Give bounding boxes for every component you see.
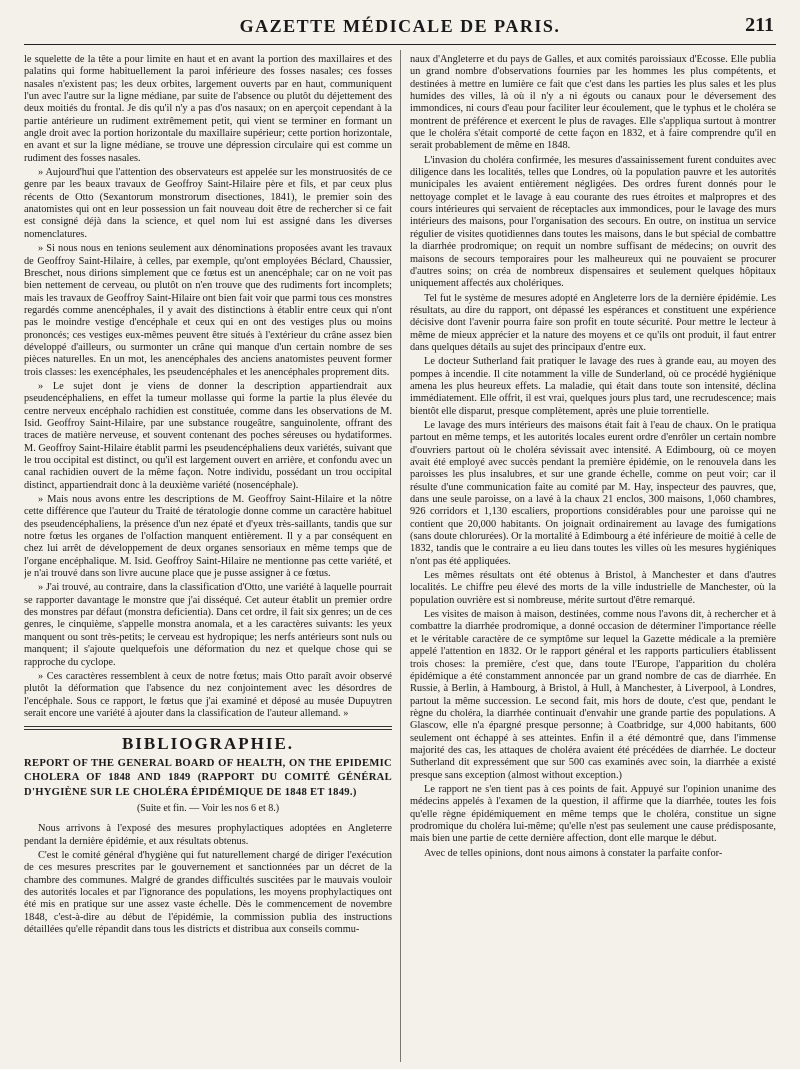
- paragraph: Avec de telles opinions, dont nous aimons à constater la parfaite confor-: [424, 847, 723, 859]
- paragraph: » Aujourd'hui que l'attention des observateurs est appelée sur les monstruosités de ce genre par les beaux travaux de Geoffroy Saint-Hilaire père et fils, et par ceux plus récents de Otto (Sexantorum monstrorum disectiones, 1841), le premier soin des anatomistes qui ont en leur possession un fait nouveau doit être de rechercher si ce fait est consigné déjà dans la science, et quel nom lui est assigné dans les diverses nomenclatures.: [24, 167, 392, 240]
- paragraph: » Ces caractères ressemblent à ceux de notre fœtus; mais Otto paraît avoir observé plutôt la déformation que l'absence du nez conjointement avec les désordres de l'encéphale. Sous ce rapport, le fœtus que j'ai examiné et déposé au musée Dupuytren serait encore une variété à ajouter dans la classification de l'auteur allemand. »: [24, 670, 392, 719]
- right-column: [410, 54, 776, 1062]
- journal-title: GAZETTE MÉDICALE DE PARIS.: [239, 16, 561, 36]
- paragraph: » Si nous nous en tenions seulement aux dénominations proposées avant les travaux de Geoffroy Saint-Hilaire, à celles, par exemple, qu'ont employées Béclard, Chaussier, Breschet, nous dirions simplement que ce fœtus est un anencéphale; car on ne voit pas bien nettement de cerveau, ou plutôt on n'en trouve que des rudiments fort incomplets; mais les travaux de Geoffroy Saint-Hilaire ont bien fait voir que parmi tous ces monstres regardés comme anencéphales, il y avait des distinctions à établir entre ceux qui n'ont pas le moindre vestige d'encéphale et ceux qui en ont des vestiges plus ou moins prononcés; ces vestiges eux-mêmes peuvent être situés à l'extérieur du crâne assez bien développé d'ailleurs, ou surmonter un crâne qui manque d'un certain nombre de ses pièces naturelles. En un mot, les anencéphales des anciens anatomistes peuvent former trois classes: les exencéphales, les pseudencéphales et les anencéphales proprement dits.: [24, 243, 392, 378]
- continuation-note: (Suite et fin. — Voir les nos 6 et 8.): [136, 803, 280, 815]
- paragraph: Le rapport ne s'en tient pas à ces points de fait. Appuyé sur l'opinion unanime des médecins appelés à l'examen de la question, il affirme que la diarrhée, toutes les fois qu'elle règne épidémiquement en même temps que le choléra, constitue un signe prodromique du choléra lui-même; qu'elle n'est pas seulement une cause prédisposante, mais bien une partie de cette dernière affection, dont elle marque le début.: [410, 783, 776, 845]
- section-title: BIBLIOGRAPHIE.: [121, 734, 295, 754]
- paragraph: Les mêmes résultats ont été obtenus à Bristol, à Manchester et dans d'autres localités. Le chiffre peu élevé des morts de la ville industrielle de Manchester, où la population ouvrière est si nombreuse, mérite surtout d'être remarqué.: [410, 570, 776, 606]
- paragraph: L'invasion du choléra confirmée, les mesures d'assainissement furent conduites avec diligence dans les localités, telles que Londres, où la population pauvre et les autorités municipales les avaient entièrement négligées. Des ordres furent donnés pour le nettoyage complet et le lavage à eau courante des rues étroites et malpropres et des cours intérieures qui servaient de réceptacles aux immondices, pour le lavage des murs intérieurs des maisons, pour l'organisation des secours. En outre, on institua un service régulier de visites quotidiennes dans toutes les maisons, dans le but spécial de combattre la diarrhée prodromique; on requit un nombre suffisant de médecins; on ouvrit des maisons de secours temporaires pour les malheureux qui ne pouvaient se procurer d'autres soins; on créa de nombreux dispensaires et seulement quelques hôpitaux uniquement affectés aux cholériques.: [410, 154, 776, 290]
- paragraph: Nous arrivons à l'exposé des mesures prophylactiques adoptées en Angleterre pendant la dernière épidémie, et aux résultats obtenus.: [24, 823, 392, 847]
- paragraph: » Mais nous avons entre les descriptions de M. Geoffroy Saint-Hilaire et la nôtre cette différence que l'auteur du Traité de tératologie donne comme un caractère habituel des pseudencéphaliens, la présence d'un nez épaté et d'yeux très-saillants, tandis que sur notre fœtus les organes de l'olfaction manquent entièrement. Il y a par conséquent en chez lui arrêt de développement de deux organes sensoriaux en même temps que de l'organe encéphalique. M. Isid. Geoffroy Saint-Hilaire ne mentionne pas cette variété, et je n'ai trouvé dans son livre aucune place que je pusse assigner à ce fœtus.: [24, 494, 392, 580]
- report-title: REPORT OF THE GENERAL BOARD OF HEALTH, ON THE EPIDEMIC CHOLERA OF 1848 AND 1849 (RAPPORT DU COMITÉ GÉNÉRAL D'HYGIÈNE SUR LE CHOLÉRA ÉPIDÉMIQUE DE 1848 ET 1849.): [24, 757, 392, 798]
- paragraph: Le docteur Sutherland fait pratiquer le lavage des rues à grande eau, au moyen des pompes à incendie. Il cite notamment la ville de Sunderland, où ce procédé hygiénique amena les plus heureux effets. La maladie, qui était dans toute son intensité, déclina immédiatement. Elle offrit, il est vrai, quelques jours plus tard, une recrudescence; mais bientôt elle disparut, presque complètement, après une pluie torrentielle.: [410, 356, 776, 417]
- paragraph: » Le sujet dont je viens de donner la description appartiendrait aux pseudencéphaliens, en effet la tumeur mollasse qui forme la partie la plus élevée du centre nerveux encéphalo rachidien est constituée, comme dans les observations de M. Isid. Geoffroy Saint-Hilaire, par une substance rougeâtre, sanguinolente, offrant des traces de matière nerveuse, et souvent contenant des poches séreuses ou hydatiformes. M. Geoffroy Saint-Hilaire établit parmi les pseudencéphaliens deux variétés, suivant que le trou occipital est distinct, ou qu'il est largement ouvert en arrière, et confondu avec un canal rachidien ouvert de la même façon. Notre individu, possédant un trou occipital distinct, appartiendrait donc à la deuxième variété (nosencéphale).: [24, 380, 392, 491]
- paragraph: Tel fut le système de mesures adopté en Angleterre lors de la dernière épidémie. Les résultats, au dire du rapport, ont dépassé les espérances et constituent une expérience décisive dont l'avenir pourra faire son profit en toute sécurité. Pour mettre le lecteur à même de mieux apprécier et la nature des moyens et ce qu'ils ont produit, il faut entrer dans quelques détails au sujet des principaux d'entre eux.: [410, 292, 776, 353]
- paragraph: Les visites de maison à maison, destinées, comme nous l'avons dit, à rechercher et à combattre la diarrhée prodromique, a donné occasion de déterminer l'importance réelle et le véritable caractère de ce symptôme sur lequel la Gazette médicale a la première appelé l'attention en 1832. Or le rapport général et les rapports particuliers établissent trois choses: la première, c'est que, dans toute l'Europe, l'apparition du choléra épidémique a été constamment annoncée par un grand nombre de cas de diarrhée. En Russie, à Berlin, à Hambourg, à Bristol, à Hull, à Manchester, à Liverpool, à Londres, partout la même succession. Le second fait, mis hors de doute, c'est que, pendant le règne du choléra, la diarrhée continuait d'envahir une grande partie des populations. A Glascow, elle n'a épargné presque personne; à Coatbridge, sur 4,000 habitants, 600 seulement ont échappé à ses atteintes. Enfin il a été démontré que, dans l'immense majorité des cas, les attaques de choléra avaient été précédées de diarrhée. Le docteur Sutherland dit expressément que sur 500 cas examinés avec soin, la diarrhée a existé presque sans exception (almost without exception.): [410, 609, 776, 781]
- paragraph: le squelette de la tête a pour limite en haut et en avant la portion des maxillaires et des palatins qui forme habituellement la paroi inférieure des fosses nasales; ces fosses nasales n'existent pas; les deux orbites, largement ouverts par en haut, communiquent l'un avec l'autre sur la ligne médiane, par suite de l'absence ou plutôt du déjettement des deux moitiés du frontal. Je dis qu'il n'y a pas d'os nasaux; on en aperçoit cependant à la partie antérieure un rudiment extrêmement petit, qui vient se terminer en formant un angle droit avec la portion horizontale du maxillaire supérieur; cette portion horizontale, en avant et sur la ligne médiane, se trouve une dépression circulaire qui est comme un rudiment des fosses nasales.: [24, 54, 392, 164]
- paragraph: naux d'Angleterre et du pays de Galles, et aux comités paroissiaux d'Écosse. Elle publia un grand nombre d'observations fournies par les hommes les plus compétents, et destinées à mettre en lumière ce fait que c'est dans les parties les plus sales et les plus humides des villes, là où il n'y a ni égouts ou canaux pour le déversement des immondices, ni cours d'eau pour faciliter leur écoulement, que le typhus et le choléra se montrent de préférence et exercent le plus de ravages. Elle s'appliqua surtout à montrer que le choléra s'était comporté de cette façon en 1832, et à faire comprendre qu'il en serait probablement de même en 1848.: [410, 54, 776, 152]
- page-number: 211: [745, 14, 774, 36]
- paragraph: C'est le comité général d'hygiène qui fut naturellement chargé de diriger l'exécution de ces mesures prescrites par le gouvernement et sanctionnées par un décret de la chambre des communes. Malgré de grandes difficultés suscitées par le mauvais vouloir des autorités locales et par l'ignorance des populations, les moyens prophylactiques ont été mis en pratique sur une assez vaste échelle. Dès le commencement de novembre 1848, c'est-à-dire au début de l'épidémie, la commission publia des instructions détaillées qu'elle répandit dans tous les districts et distribua aux conseils commu-: [24, 850, 392, 936]
- left-column: [24, 54, 392, 1062]
- paragraph: Le lavage des murs intérieurs des maisons était fait à l'eau de chaux. On le pratiqua partout en même temps, et les autorités locales eurent ordre d'enrôler un certain nombre d'ouvriers partout où le choléra sévissait avec intensité. A Edimbourg, où ce moyen avait été employé avec succès pendant la première épidémie, on le renouvela dans les paroisses les plus insalubres, et sur une grande échelle, comme on peut voir; car il résulte d'une communication faite au comité par M. Hay, inspecteur des pauvres, que, dans une seule paroisse, on a lavé à la chaux 21 enclos, 300 maisons, 1,060 chambres, 926 corridors et 1,130 escaliers, proportions considérables pour une paroisse qui ne contient que 20,000 habitants. On joignait ordinairement au lavage des fumigations (sans doute chlorurées). Or la mortalité à Edimbourg a été inférieure de moitié à celle de 1832, tandis que le contraire a eu lieu dans toutes les villes où les mesures hygiéniques n'ont pas été appliquées.: [410, 419, 776, 567]
- column-divider: [400, 50, 401, 1062]
- masthead: [24, 14, 776, 45]
- section-rule: [24, 726, 392, 730]
- paragraph: » J'ai trouvé, au contraire, dans la classification d'Otto, une variété à laquelle pourrait se rapporter davantage le monstre que j'ai disséqué. Cet auteur établit un premier ordre des monstres par défaut (monstra deficientia). Dans cet ordre, il fait six genres; un de ces genres, le cinquième, s'appelle monstra anomala, et a les caractères suivants: les yeux manquent ou sont très-petits; le cerveau est hydropique; les nerfs antérieurs sont nuls ou manquent; il s'ajoute quelquefois une déformation du nez et quelque chose qui se rapproche du cyclope.: [24, 582, 392, 668]
